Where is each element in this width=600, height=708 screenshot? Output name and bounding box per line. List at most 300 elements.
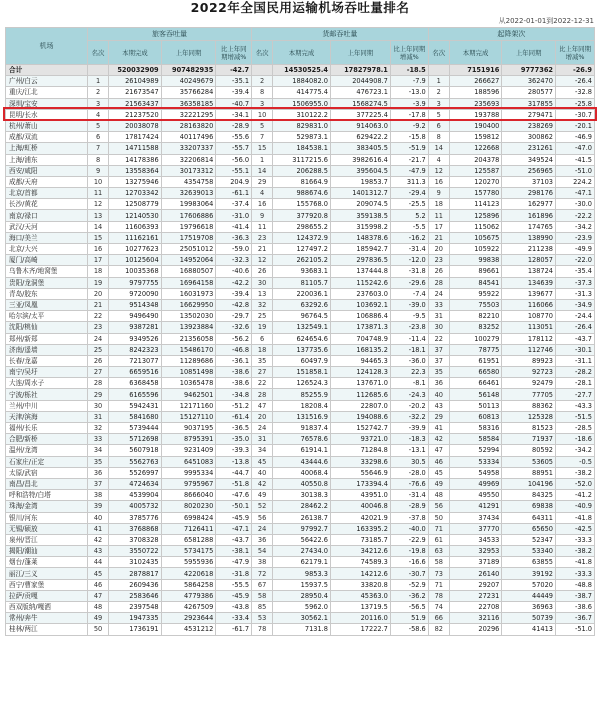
rank-cell: 4 [88,109,109,120]
value-cell: 266627 [449,76,502,87]
value-cell: 9795967 [161,478,216,489]
value-cell: 2609436 [109,579,162,590]
value-cell: 9462501 [161,389,216,400]
value-cell: 204378 [449,154,502,165]
value-cell: -34.2 [556,445,595,456]
table-row [6,389,595,400]
group-flights: 起降架次 [428,28,594,41]
value-cell: 64311 [502,512,556,523]
total-flights-current: 7151916 [449,65,502,76]
value-cell: -47.6 [216,490,252,501]
value-cell: -34.8 [216,389,252,400]
rank-cell: 40 [428,389,449,400]
value-cell: -34.1 [216,109,252,120]
value-cell: 55646.9 [330,467,390,478]
value-cell: 41413 [502,624,556,635]
value-cell: -43.3 [556,400,595,411]
value-cell: -39.4 [216,87,252,98]
value-cell: 137444.8 [330,266,390,277]
value-cell: 93721.0 [330,434,390,445]
value-cell: -27.7 [556,389,595,400]
value-cell: 414775.4 [273,87,331,98]
rank-cell: 85 [252,602,273,613]
value-cell: 15937.5 [273,579,331,590]
rank-cell: 5 [88,120,109,131]
value-cell: 152742.7 [330,423,390,434]
airport-name: 海口/美兰 [6,232,88,243]
value-cell: 20116.0 [330,613,390,624]
value-cell: -38.2 [556,467,595,478]
value-cell: 298655.2 [273,221,331,232]
rank-cell: 37 [428,344,449,355]
value-cell: 9797755 [109,277,162,288]
value-cell: 377920.8 [273,210,331,221]
value-cell: -51.5 [556,411,595,422]
value-cell: -38.7 [556,590,595,601]
value-cell: -16.2 [390,232,428,243]
total-passenger-current: 520032909 [109,65,162,76]
value-cell: 914063.0 [330,120,390,131]
value-cell: -22.0 [556,255,595,266]
rank-cell: 26 [428,266,449,277]
value-cell: 163395.2 [330,523,390,534]
value-cell: 114123 [449,199,502,210]
value-cell: 21673547 [109,87,162,98]
value-cell: 19983064 [161,199,216,210]
value-cell: -48.8 [556,579,595,590]
rank-cell: 48 [88,602,109,613]
total-passenger-prev: 907482935 [161,65,216,76]
col-header: 上年同期 [330,41,390,65]
table-row [6,199,595,210]
value-cell: 159812 [449,132,502,143]
value-cell: 829831.0 [273,120,331,131]
value-cell: -13.0 [390,87,428,98]
rank-cell: 16 [88,244,109,255]
value-cell: 63292.6 [273,299,331,310]
rank-cell: 18 [428,199,449,210]
airport-name: 银川/河东 [6,512,88,523]
value-cell: 14711588 [109,143,162,154]
value-cell: 4354758 [161,176,216,187]
airport-name: 丽江/三义 [6,568,88,579]
value-cell: -23.9 [556,232,595,243]
value-cell: -41.8 [556,557,595,568]
value-cell: -13.1 [390,445,428,456]
value-cell: 75503 [449,299,502,310]
value-cell: 5962.0 [273,602,331,613]
value-cell: 1506955.0 [273,98,331,109]
table-row [6,557,595,568]
rank-cell: 49 [428,478,449,489]
value-cell: 73185.7 [330,534,390,545]
value-cell: 162977 [502,199,556,210]
airport-name: 常州/奔牛 [6,613,88,624]
value-cell: -42.5 [556,523,595,534]
value-cell: 220036.1 [273,288,331,299]
value-cell: -18.3 [390,434,428,445]
airport-name: 太原/武宿 [6,467,88,478]
value-cell: -47.0 [556,143,595,154]
col-header: 比上年同期增减% [216,41,252,65]
value-cell: -15.8 [390,132,428,143]
value-cell: -36.7 [556,613,595,624]
value-cell: -52.9 [390,579,428,590]
rank-cell: 67 [252,579,273,590]
rank-cell: 47 [252,400,273,411]
rank-cell: 30 [88,400,109,411]
value-cell: -31.4 [390,490,428,501]
value-cell: 383405.5 [330,143,390,154]
rank-cell: 6 [428,120,449,131]
value-cell: -19.8 [390,546,428,557]
airport-name: 呼和浩特/白塔 [6,490,88,501]
rank-cell: 24 [252,423,273,434]
value-cell: 173394.4 [330,478,390,489]
value-cell: 57020 [502,579,556,590]
value-cell: 4220618 [161,568,216,579]
value-cell: 116066 [502,299,556,310]
rank-cell: 45 [88,568,109,579]
value-cell: 60497.9 [273,355,331,366]
airport-name: 沈阳/桃仙 [6,322,88,333]
col-header: 名次 [428,41,449,65]
value-cell: 99838 [449,255,502,266]
rank-cell: 3 [252,98,273,109]
value-cell: -39.4 [216,288,252,299]
rank-cell: 15 [252,143,273,154]
value-cell: -47.9 [216,557,252,568]
value-cell: 310122.2 [273,109,331,120]
rank-cell: 21 [252,244,273,255]
airport-name: 昆明/长水 [6,109,88,120]
value-cell: 26140 [449,568,502,579]
value-cell: -36.2 [390,590,428,601]
airport-name: 西安/咸阳 [6,165,88,176]
value-cell: 138724 [502,266,556,277]
value-cell: -36.1 [216,355,252,366]
rank-cell: 78 [428,590,449,601]
value-cell: 1568274.5 [330,98,390,109]
rank-cell: 4 [428,154,449,165]
airport-name: 天津/滨海 [6,411,88,422]
value-cell: 71284.8 [330,445,390,456]
table-row [6,188,595,199]
table-row [6,378,595,389]
value-cell: 9720090 [109,288,162,299]
value-cell: -34.9 [556,299,595,310]
value-cell: 17222.7 [330,624,390,635]
rank-cell: 73 [428,568,449,579]
value-cell: 7213077 [109,355,162,366]
table-row [6,445,595,456]
value-cell: 126524.3 [273,378,331,389]
value-cell: 1736191 [109,624,162,635]
table-row [6,176,595,187]
value-cell: -46.8 [216,344,252,355]
value-cell: 115062 [449,221,502,232]
value-cell: 12703342 [109,188,162,199]
table-row [6,132,595,143]
value-cell: 96764.5 [273,311,331,322]
table-row [6,221,595,232]
table-row [6,232,595,243]
value-cell: 14952064 [161,255,216,266]
value-cell: -34.2 [556,221,595,232]
value-cell: 311.3 [390,176,428,187]
airport-name: 深圳/宝安 [6,98,88,109]
rank-cell: 45 [252,456,273,467]
col-header: 本期完成 [449,41,502,65]
value-cell: -29.6 [390,277,428,288]
col-airport: 机场 [6,28,88,65]
airport-name: 烟台/蓬莱 [6,557,88,568]
value-cell: -30.7 [556,109,595,120]
value-cell: 359138.5 [330,210,390,221]
value-cell: 54958 [449,467,502,478]
value-cell: -59.0 [216,244,252,255]
value-cell: -0.5 [556,456,595,467]
value-cell: 112685.6 [330,389,390,400]
value-cell: 125896 [449,210,502,221]
rank-cell: 20 [88,288,109,299]
value-cell: -25.5 [390,199,428,210]
airport-name: 乌鲁木齐/地窝堡 [6,266,88,277]
rank-cell: 58 [428,557,449,568]
rank-cell: 5 [252,120,273,131]
table-row [6,523,595,534]
rank-cell: 71 [428,523,449,534]
table-row [6,344,595,355]
table-row [6,624,595,635]
rank-cell: 48 [428,490,449,501]
value-cell: 10125604 [109,255,162,266]
value-cell: -47.9 [390,165,428,176]
value-cell: 1884082.0 [273,76,331,87]
value-cell: 5739444 [109,423,162,434]
rank-cell: 10 [252,109,273,120]
rank-cell: 35 [88,456,109,467]
airport-name: 福州/长乐 [6,423,88,434]
value-cell: -36.5 [216,423,252,434]
value-cell: -31.4 [390,244,428,255]
value-cell: 15127110 [161,411,216,422]
rank-cell: 32 [252,299,273,310]
value-cell: 32221295 [161,109,216,120]
rank-cell: 40 [88,512,109,523]
value-cell: 30.5 [390,456,428,467]
rank-cell: 42 [88,534,109,545]
value-cell: 105922 [449,244,502,255]
value-cell: -39.0 [390,299,428,310]
value-cell: 25051012 [161,244,216,255]
rank-cell: 43 [428,400,449,411]
value-cell: -51.0 [556,624,595,635]
value-cell: 8242323 [109,344,162,355]
value-cell: -37.8 [390,512,428,523]
value-cell: -24.3 [390,389,428,400]
table-row [6,602,595,613]
value-cell: 17606886 [161,210,216,221]
airport-name: 揭阳/潮汕 [6,546,88,557]
value-cell: 43951.0 [330,490,390,501]
rank-cell: 25 [252,311,273,322]
rank-cell: 53 [252,613,273,624]
value-cell: 66580 [449,367,502,378]
rank-cell: 7 [88,143,109,154]
table-row [6,333,595,344]
value-cell: 3708328 [109,534,162,545]
value-cell: 4724634 [109,478,162,489]
value-cell: 37434 [449,512,502,523]
value-cell: 1401312.7 [330,188,390,199]
rank-cell: 24 [88,333,109,344]
value-cell: -9.5 [390,311,428,322]
rank-cell: 45 [428,467,449,478]
rank-cell: 42 [252,478,273,489]
value-cell: 8795391 [161,434,216,445]
value-cell: 16964158 [161,277,216,288]
value-cell: 61951 [449,355,502,366]
value-cell: 34533 [449,534,502,545]
value-cell: 26138.7 [273,512,331,523]
value-cell: -22.2 [556,210,595,221]
value-cell: 91837.4 [273,423,331,434]
value-cell: 60813 [449,411,502,422]
value-cell: 81664.9 [273,176,331,187]
rank-cell: 13 [88,210,109,221]
value-cell: 33298.6 [330,456,390,467]
airport-name: 南宁/吴圩 [6,367,88,378]
value-cell: 476723.1 [330,87,390,98]
table-row [6,512,595,523]
value-cell: -28.9 [390,501,428,512]
value-cell: 5607918 [109,445,162,456]
table-row [6,423,595,434]
value-cell: 9387281 [109,322,162,333]
value-cell: 89923 [502,355,556,366]
value-cell: 56422.6 [273,534,331,545]
value-cell: 12508779 [109,199,162,210]
rank-cell: 12 [428,165,449,176]
rank-cell: 17 [428,221,449,232]
value-cell: -51.9 [390,143,428,154]
value-cell: -35.4 [556,266,595,277]
rank-cell: 13 [252,288,273,299]
value-cell: 40249679 [161,76,216,87]
value-cell: -41.2 [556,490,595,501]
value-cell: -31.8 [216,568,252,579]
airport-name: 北京/大兴 [6,244,88,255]
table-row [6,277,595,288]
value-cell: -31.3 [556,288,595,299]
value-cell: 103692.1 [330,299,390,310]
value-cell: 97992.7 [273,523,331,534]
value-cell: -46.9 [556,132,595,143]
rank-cell: 15 [88,232,109,243]
value-cell: 224.2 [556,176,595,187]
value-cell: 2044908.7 [330,76,390,87]
table-row [6,322,595,333]
rank-cell: 78 [252,624,273,635]
rank-cell: 29 [428,411,449,422]
value-cell: 61914.1 [273,445,331,456]
value-cell: 8666040 [161,490,216,501]
value-cell: 10851498 [161,367,216,378]
rank-cell: 56 [428,501,449,512]
value-cell: 362470 [502,76,556,87]
rank-cell: 46 [88,579,109,590]
total-label: 合计 [6,65,88,76]
rank-cell: 24 [428,288,449,299]
value-cell: -28.1 [556,378,595,389]
rank-cell: 46 [428,456,449,467]
value-cell: 93683.1 [273,266,331,277]
airport-name: 广州/白云 [6,76,88,87]
value-cell: 5955936 [161,557,216,568]
value-cell: 6581288 [161,534,216,545]
value-cell: -17.8 [390,109,428,120]
value-cell: 26104989 [109,76,162,87]
value-cell: -36.0 [390,355,428,366]
value-cell: 194088.6 [330,411,390,422]
value-cell: 4539904 [109,490,162,501]
rank-cell: 6 [88,132,109,143]
airport-name: 宁波/栎社 [6,389,88,400]
rank-cell: 21 [428,232,449,243]
table-row [6,568,595,579]
value-cell: 29207 [449,579,502,590]
rank-cell: 24 [252,523,273,534]
value-cell: 89661 [449,266,502,277]
value-cell: 28462.2 [273,501,331,512]
value-cell: 80592 [502,445,556,456]
airport-name: 泉州/晋江 [6,534,88,545]
rank-cell: 72 [252,568,273,579]
value-cell: 704748.9 [330,333,390,344]
table-row [6,411,595,422]
rank-cell: 41 [88,523,109,534]
value-cell: 138990 [502,232,556,243]
total-cargo-current: 14530525.4 [273,65,331,76]
table-row [6,456,595,467]
table-row [6,109,595,120]
value-cell: -29.7 [216,311,252,322]
rank-cell: 19 [252,322,273,333]
value-cell: 36358185 [161,98,216,109]
table-row [6,266,595,277]
rank-cell: 31 [252,434,273,445]
value-cell: 30138.3 [273,490,331,501]
value-cell: 211238 [502,244,556,255]
rank-cell: 42 [428,434,449,445]
table-row [6,546,595,557]
value-cell: -44.7 [216,467,252,478]
airport-name: 武汉/天河 [6,221,88,232]
rank-cell: 26 [252,266,273,277]
value-cell: 92479 [502,378,556,389]
value-cell: 14178386 [109,154,162,165]
rank-cell: 71 [428,579,449,590]
table-row [6,76,595,87]
airport-name: 温州/龙湾 [6,445,88,456]
rank-cell: 16 [428,176,449,187]
total-flights-prev: 9777362 [502,65,556,76]
value-cell: 174765 [502,221,556,232]
airport-name: 济南/遥墙 [6,344,88,355]
rank-cell: 27 [252,367,273,378]
value-cell: 6451083 [161,456,216,467]
